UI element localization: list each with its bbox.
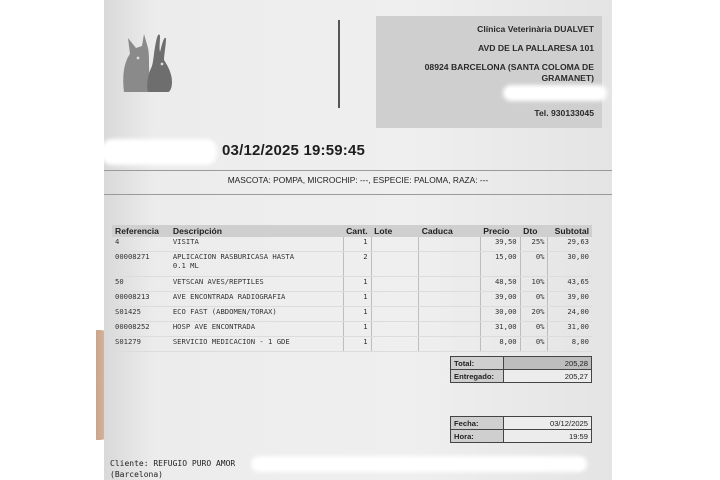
clinic-city-line-1: 08924 BARCELONA (SANTA COLOMA DE <box>424 62 594 72</box>
col-header-precio: Precio <box>480 225 520 237</box>
cell-caduca <box>419 292 481 307</box>
pet-info-line: MASCOTA: POMPA, MICROCHIP: ---, ESPECIE: PALOMA, RAZA: --- <box>227 175 489 185</box>
cat-rabbit-logo-icon <box>120 28 176 94</box>
table-row <box>112 322 592 337</box>
clinic-name: Clínica Veterinària DUALVET <box>477 24 594 34</box>
cell-desc: SERVICIO MEDICACION - 1 GDE <box>170 337 343 352</box>
cell-caduca <box>419 322 481 337</box>
cell-subtotal: 24,00 <box>548 307 592 322</box>
line-items-table <box>112 225 592 352</box>
divider <box>104 170 612 171</box>
cell-qty: 1 <box>343 337 371 352</box>
fecha-row <box>451 417 592 430</box>
cell-subtotal: 31,00 <box>548 322 592 337</box>
table-row <box>112 237 592 252</box>
col-header-dto: Dto <box>520 225 548 237</box>
cell-ref: 50 <box>112 277 170 292</box>
redaction-mark <box>506 88 604 98</box>
cell-subtotal: 39,00 <box>548 292 592 307</box>
cell-dto: 10% <box>520 277 548 292</box>
table-row <box>112 307 592 322</box>
cell-precio: 31,00 <box>480 322 520 337</box>
table-header-row <box>112 225 592 237</box>
hora-row <box>451 430 592 443</box>
cell-ref: 00008213 <box>112 292 170 307</box>
cell-ref: 4 <box>112 237 170 252</box>
table-row <box>112 292 592 307</box>
cell-precio: 48,50 <box>480 277 520 292</box>
cell-dto: 0% <box>520 252 548 277</box>
cell-lote <box>371 252 419 277</box>
cell-qty: 1 <box>343 237 371 252</box>
fecha-label: Fecha: <box>451 417 504 430</box>
table-row <box>112 277 592 292</box>
clinic-info-box <box>376 16 602 128</box>
hora-label: Hora: <box>451 430 504 443</box>
cell-precio: 39,00 <box>480 292 520 307</box>
table-row <box>112 252 592 277</box>
cell-qty: 1 <box>343 292 371 307</box>
cell-precio: 39,50 <box>480 237 520 252</box>
cell-lote <box>371 237 419 252</box>
redaction-mark <box>254 459 584 469</box>
cell-desc: VISITA <box>170 237 343 252</box>
cell-caduca <box>419 277 481 292</box>
cell-ref: 00008271 <box>112 252 170 277</box>
cell-lote <box>371 307 419 322</box>
fecha-value: 03/12/2025 <box>504 417 592 430</box>
cell-dto: 0% <box>520 337 548 352</box>
clinic-phone: Tel. 930133045 <box>534 108 594 118</box>
client-city-line: (Barcelona) <box>110 470 163 479</box>
col-header-referencia: Referencia <box>112 225 170 237</box>
cell-qty: 1 <box>343 277 371 292</box>
cell-precio: 30,00 <box>480 307 520 322</box>
client-info <box>110 458 235 480</box>
cell-qty: 2 <box>343 252 371 277</box>
total-value: 205,28 <box>504 357 592 370</box>
cell-caduca <box>419 337 481 352</box>
cell-desc: HOSP AVE ENCONTRADA <box>170 322 343 337</box>
entregado-label: Entregado: <box>451 370 504 383</box>
cell-lote <box>371 292 419 307</box>
cell-dto: 20% <box>520 307 548 322</box>
date-time-box <box>450 416 592 443</box>
cell-ref: S01279 <box>112 337 170 352</box>
entregado-row <box>451 370 592 383</box>
cell-subtotal: 8,00 <box>548 337 592 352</box>
cell-dto: 25% <box>520 237 548 252</box>
total-label: Total: <box>451 357 504 370</box>
col-header-caduca: Caduca <box>419 225 481 237</box>
cell-qty: 1 <box>343 307 371 322</box>
cell-lote <box>371 322 419 337</box>
cell-desc-line-2: 0.1 ML <box>172 261 199 270</box>
cell-lote <box>371 277 419 292</box>
cell-lote <box>371 337 419 352</box>
cell-ref: S01425 <box>112 307 170 322</box>
cell-precio: 15,00 <box>480 252 520 277</box>
cell-precio: 8,00 <box>480 337 520 352</box>
col-header-subtotal: Subtotal <box>548 225 592 237</box>
cell-caduca <box>419 252 481 277</box>
header-divider <box>338 20 340 108</box>
client-name-line: Cliente: REFUGIO PURO AMOR <box>110 459 236 468</box>
cell-desc-line-1: APLICACION RASBURICASA HASTA <box>172 252 295 261</box>
clinic-address: AVD DE LA PALLARESA 101 <box>477 43 594 53</box>
cell-qty: 1 <box>343 322 371 337</box>
cell-desc: VETSCAN AVES/REPTILES <box>170 277 343 292</box>
cell-caduca <box>419 237 481 252</box>
cell-desc: AVE ENCONTRADA RADIOGRAFIA <box>170 292 343 307</box>
receipt-datetime: 03/12/2025 19:59:45 <box>222 142 366 159</box>
cell-subtotal: 30,00 <box>548 252 592 277</box>
cell-subtotal: 29,63 <box>548 237 592 252</box>
cell-caduca <box>419 307 481 322</box>
table-row <box>112 337 592 352</box>
hora-value: 19:59 <box>504 430 592 443</box>
cell-desc: ECO FAST (ABDOMEN/TORAX) <box>170 307 343 322</box>
col-header-lote: Lote <box>371 225 419 237</box>
col-header-cantidad: Cant. <box>343 225 371 237</box>
col-header-descripcion: Descripción <box>170 225 343 237</box>
clinic-city-line-2: GRAMANET) <box>541 73 594 83</box>
redaction-mark <box>104 142 214 162</box>
cell-desc <box>170 252 343 277</box>
cell-subtotal: 43,65 <box>548 277 592 292</box>
entregado-value: 205,27 <box>504 370 592 383</box>
receipt-paper <box>104 0 612 480</box>
cell-ref: 00008252 <box>112 322 170 337</box>
totals-box <box>450 356 592 383</box>
cell-dto: 0% <box>520 292 548 307</box>
divider <box>104 194 612 195</box>
total-row <box>451 357 592 370</box>
cell-dto: 0% <box>520 322 548 337</box>
